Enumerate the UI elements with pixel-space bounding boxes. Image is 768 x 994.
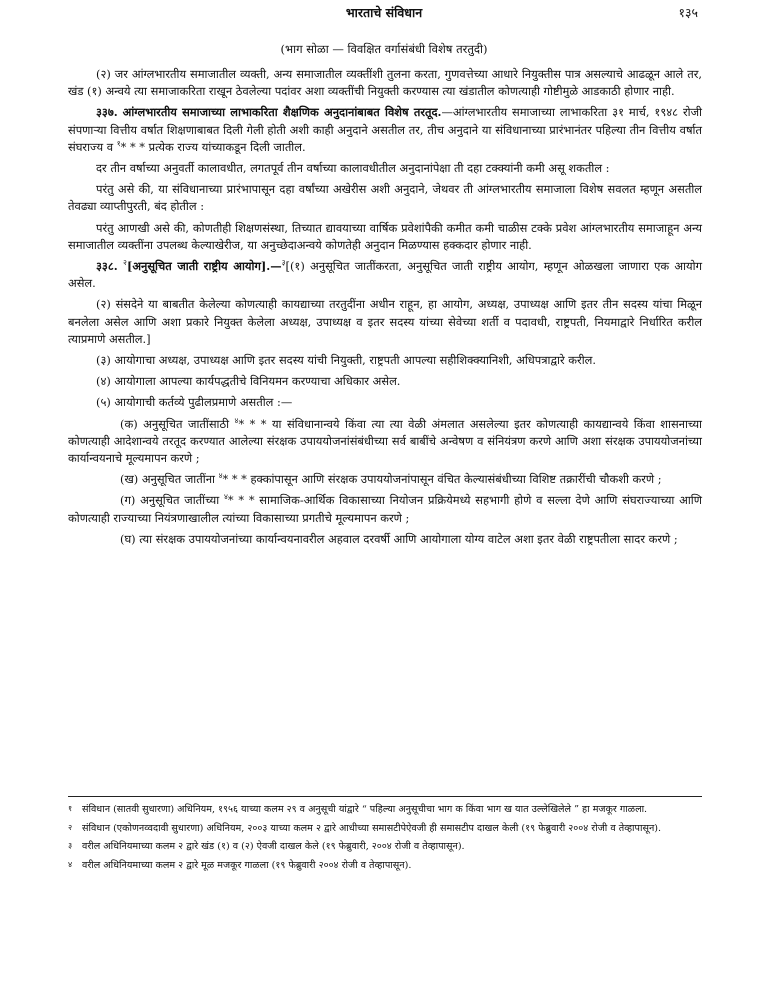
footnote [68,803,702,818]
footnote-mark: १ [68,804,73,813]
page-header-title: भारताचे संविधान [345,5,423,20]
section-text: —आंग्लभारतीय समाजाच्या लाभाकरिता ३१ मार्च, १९४८ रोजी संपणाऱ्या वित्तीय वर्षात शिक्षणाबाबत दिली गेली होती अशी काही अनुदाने असतील तर, तीच अनुदाने या संविधानाच्या प्रारंभानंतर पहिल्या तीन वित्तीय वर्षात संघराज्य व [68,105,702,154]
proviso-paragraph: परंतु असे की, या संविधानाच्या प्रारंभापासून दहा वर्षांच्या अखेरीस अशी अनुदाने, जेथवर ती आंग्लभारतीय समाजाला विशेष सवलत म्हणून असतील तेवढ्या व्याप्तीपुरती, बंद होतील : [68,182,702,214]
sub-clause-text: (ख) अनुसूचित जातींना [120,472,219,487]
footnote-text: संविधान (एकोणनव्वदावी सुधारणा) अधिनियम, २००३ याच्या कलम २ द्वारे आधीच्या समासटीपेऐवजी ही समासटीप दाखल केली (१९ फेब्रुवारी २००४ रोजी व तेव्हापासून). [82,822,662,834]
footnote-marker: ४ [234,415,239,425]
sub-clause [68,471,702,488]
sub-clause-text: * * * सामाजिक-आर्थिक विकासाच्या नियोजन प्रक्रियेमध्ये सहभागी होणे व सल्ला देणे आणि संघराज्याच्या आणि कोणत्याही राज्याच्या नियंत्रणाखालील त्यांच्या विकासाच्या प्रगतीचे मूल्यमापन करणे ; [68,493,702,525]
footnote-mark: ३ [68,841,73,850]
footnote-text: वरील अधिनियमाच्या कलम २ द्वारे मूळ मजकूर गाळला (१९ फेब्रुवारी २००४ रोजी व तेव्हापासून). [82,859,412,871]
clause-paragraph: (२) जर आंग्लभारतीय समाजातील व्यक्ती, अन्य समाजातील व्यक्तींशी तुलना करता, गुणवत्तेच्या आधारे नियुक्तीस पात्र असल्याचे आढळून आले तर, खंड (१) अन्वये त्या समाजाकरिता राखून ठेवलेल्या पदांवर अशा व्यक्तींची नियुक्ती करण्यास त्या खंडातील कोणत्याही गोष्टीमुळे आडकाठी होणार नाही. [68,67,702,99]
footnote-marker: १ [116,139,121,149]
sub-clause-text: (ग) अनुसूचित जातींच्या [120,493,224,508]
footnote [68,840,702,855]
sub-clause [68,416,702,468]
clause-paragraph: (३) आयोगाचा अध्यक्ष, उपाध्यक्ष आणि इतर सदस्य यांची नियुक्ती, राष्ट्रपती आपल्या सहीशिक्क्यानिशी, अधिपत्राद्वारे करील. [96,353,596,368]
clause-paragraph: (२) संसदेने या बाबतीत केलेल्या कोणत्याही कायद्याच्या तरतुदींना अधीन राहून, हा आयोग, अध्यक्ष, उपाध्यक्ष आणि इतर तीन सदस्य यांचा मिळून बनलेला असेल आणि अशा प्रकारे नियुक्त केलेला अध्यक्ष, उपाध्यक्ष व इतर सदस्य यांच्या सेवेच्या शर्ती व पदावधी, राष्ट्रपती, नियमाद्वारे निर्धारित करील त्याप्रमाणे असतील.] [68,297,702,346]
section-text: * * * प्रत्येक राज्य यांच्याकडून दिली जातील. [120,139,306,154]
part-heading: (भाग सोळा — विवक्षित वर्गासंबंधी विशेष तरतुदी) [280,42,488,56]
section-number: ३३८. [96,259,118,274]
footnote [68,859,702,874]
section-text: [(१) अनुसूचित जातींकरता, अनुसूचित जाती राष्ट्रीय आयोग, म्हणून ओळखला जाणारा एक आयोग असेल. [68,259,702,291]
clause-paragraph: (४) आयोगाला आपल्या कार्यपद्धतीचे विनियमन करण्याचा अधिकार असेल. [96,374,401,389]
page-number: १३५ [678,5,698,20]
paragraph: दर तीन वर्षाच्या अनुवर्ती कालावधीत, लगतपूर्व तीन वर्षाच्या कालावधीतील अनुदानांपेक्षा ती दहा टक्क्यांनी कमी असू शकतील : [96,161,610,176]
section-dash: — [270,259,282,274]
footnote-text: वरील अधिनियमाच्या कलम २ द्वारे खंड (१) व (२) ऐवजी दाखल केले (१९ फेब्रुवारी, २००४ रोजी व तेव्हापासून). [82,841,465,852]
footnotes-section [68,796,702,877]
sub-clause-text: * * * हक्कांपासून आणि संरक्षक उपाययोजनांपासून वंचित केल्यासंबंधीच्या विशिष्ट तक्रारींची चौकशी करणे ; [222,472,662,487]
proviso-paragraph: परंतु आणखी असे की, कोणतीही शिक्षणसंस्था, तिच्यात द्यावयाच्या वार्षिक प्रवेशांपैकी कमीत कमी चाळीस टक्के प्रवेश आंग्लभारतीय समाजाहून अन्य समाजातील व्यक्तींना उपलब्ध केल्याखेरीज, या अनुच्छेदाअन्वये कोणतेही अनुदान मिळण्यास हक्कदार होणार नाही. [68,220,702,252]
sub-clause-text: (क) अनुसूचित जातींसाठी [120,416,235,431]
document-body [68,66,702,552]
footnote-marker: ४ [223,492,228,502]
footnote-marker: ४ [218,471,223,481]
section-337 [68,104,702,156]
footnote-marker: ३ [281,258,286,268]
footnote-marker: २ [123,258,127,268]
section-title: आंग्लभारतीय समाजाच्या लाभाकरिता शैक्षणिक अनुदानांबाबत विशेष तरतूद. [122,105,442,120]
footnote-mark: २ [68,822,73,832]
footnote-divider [68,796,702,797]
section-title: [अनुसूचित जाती राष्ट्रीय आयोग]. [126,259,271,274]
clause-paragraph: (५) आयोगाची कर्तव्ये पुढीलप्रमाणे असतील :— [96,395,293,410]
footnote [68,822,702,837]
sub-clause [68,492,702,526]
sub-clause-text: * * * या संविधानान्वये किंवा त्या त्या वेळी अंमलात असलेल्या इतर कोणत्याही कायद्यान्वये किंवा शासनाच्या कोणत्याही आदेशान्वये तरतूद करण्यात आलेल्या संरक्षक उपाययोजनांसंबंधीच्या सर्व बाबींचे अन्वेषण व संनियंत्रण करणे आणि अशा संरक्षक उपाययोजनांच्या कार्यान्वयनाचे मूल्यमापन करणे ; [68,416,702,466]
footnote-text: संविधान (सातवी सुधारणा) अधिनियम, १९५६ याच्या कलम २९ व अनुसूची यांद्वारे “ पहिल्या अनुसूचीचा भाग क किंवा भाग ख यात उल्लेखिलेले ” हा मजकूर गाळला. [82,804,648,815]
section-338 [68,258,702,292]
sub-clause: (घ) त्या संरक्षक उपाययोजनांच्या कार्यान्वयनावरील अहवाल दरवर्षी आणि आयोगाला योग्य वाटेल अशा इतर वेळी राष्ट्रपतीला सादर करणे ; [120,531,678,546]
section-number: ३३७. [96,105,118,120]
footnote-mark: ४ [68,859,73,869]
